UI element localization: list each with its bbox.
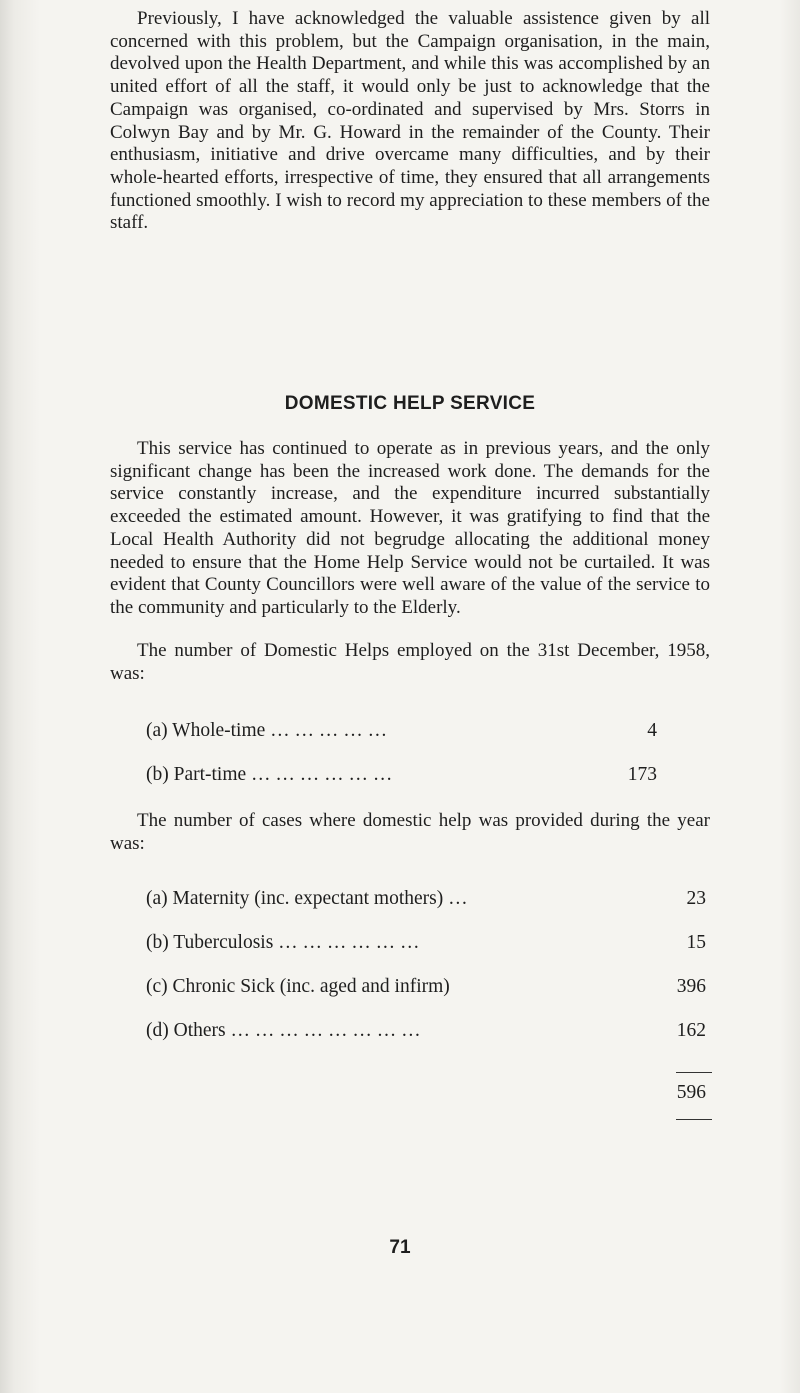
list-item-value: 162 [676,1020,706,1041]
service-paragraph-block [110,438,710,620]
list-item [110,976,720,1002]
list-item-label: (c) Chronic Sick (inc. aged and infirm) [146,976,450,997]
list-item-label: (a) Maternity (inc. expectant mothers) … [146,888,468,909]
page-number: 71 [389,1237,411,1258]
staff-intro-block [110,640,710,685]
list-item-value: 4 [647,720,657,741]
campaign-paragraph: Previously, I have acknowledged the valuable assistence given by all concerned with this problem, but the Campaign organisation, in the main, devolved upon the Health Department, and while this was accomplished by an united effort of all the staff, it would only be just to acknowledge that the Campaign was organised, co-ordinated and supervised by Mrs. Storrs in Colwyn Bay and by Mr. G. Howard in the remainder of the County. Their enthusiasm, initiative and drive overcame many difficulties, and by their whole-hearted efforts, irrespective of time, they ensured that all arrangements functioned smoothly. I wish to record my appreciation to these members of the staff. [110,8,710,234]
list-item-label: (b) Part-time … … … … … … [146,764,393,785]
list-item [110,932,720,958]
cases-intro-paragraph: The number of cases where domestic help was provided during the year was: [110,810,710,854]
list-item-label: (a) Whole-time … … … … … [146,720,388,741]
cases-total-value: 596 [676,1082,706,1103]
list-item [110,720,720,746]
list-item-value: 173 [627,764,657,785]
intro-paragraph-block [110,8,710,235]
list-item-value: 396 [676,976,706,997]
list-item [110,888,720,914]
total-rule-bottom [676,1119,712,1120]
total-rule-top [676,1072,712,1073]
list-item [110,764,720,790]
list-item-value: 23 [686,888,706,909]
list-item-label: (b) Tuberculosis … … … … … … [146,932,420,953]
cases-intro-block [110,810,710,855]
staff-intro-paragraph: The number of Domestic Helps employed on the 31st December, 1958, was: [110,640,710,684]
service-paragraph: This service has continued to operate as in previous years, and the only significant change has been the increased work done. The demands for the service constantly increase, and the expenditure incurred substantially exceeded the estimated amount. However, it was gratifying to find that the Local Health Authority did not begrudge allocating the additional money needed to ensure that the Home Help Service would not be curtailed. It was evident that County Councillors were well aware of the value of the service to the community and particularly to the Elderly. [110,438,710,618]
section-heading: DOMESTIC HELP SERVICE [284,393,536,414]
list-item-value: 15 [686,932,706,953]
list-item-label: (d) Others … … … … … … … … [146,1020,421,1041]
list-item [110,1020,720,1046]
total-row [110,1082,720,1108]
